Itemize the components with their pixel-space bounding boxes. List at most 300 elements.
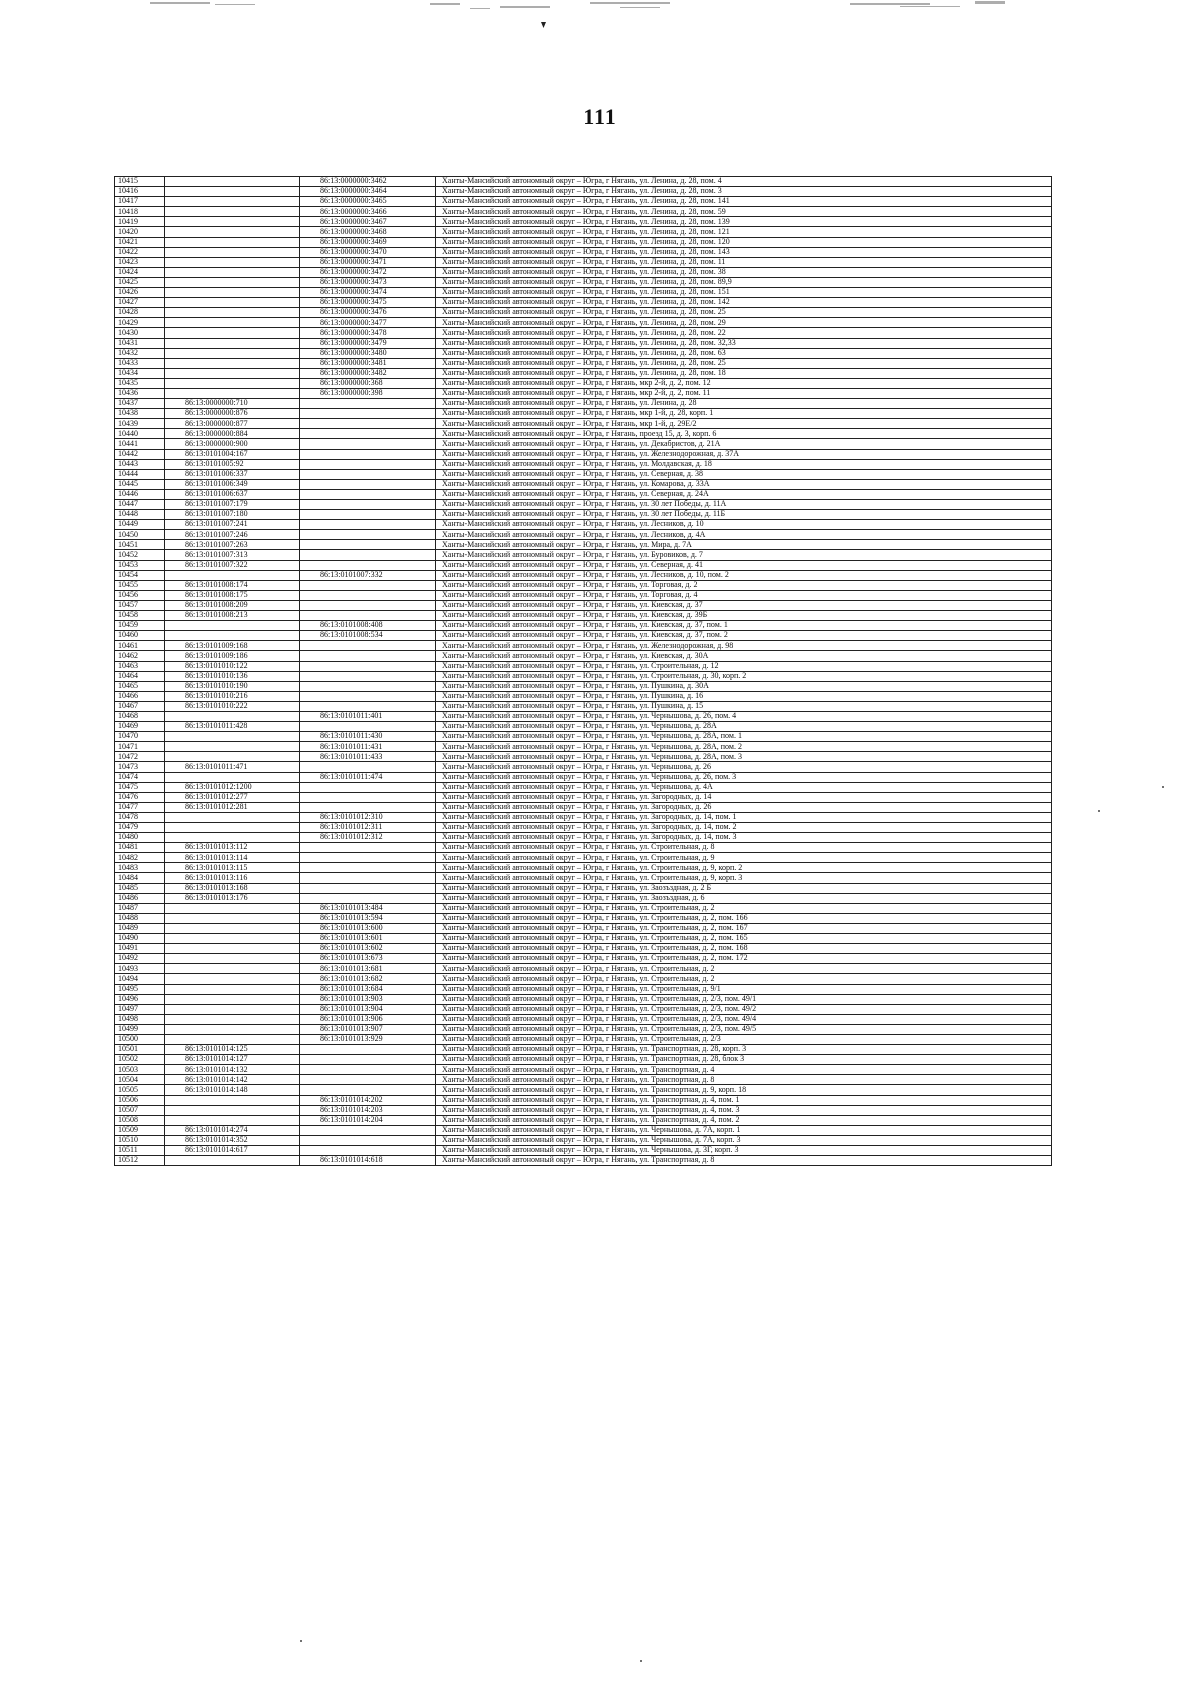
land-cadastral-number	[165, 1024, 300, 1034]
record-number: 10477	[115, 802, 165, 812]
land-cadastral-number	[165, 1156, 300, 1166]
land-cadastral-number	[165, 711, 300, 721]
address: Ханты-Мансийский автономный округ – Югра, г Нягань, ул. Пушкина, д. 16	[436, 691, 1052, 701]
premises-cadastral-number	[300, 651, 436, 661]
premises-cadastral-number	[300, 1055, 436, 1065]
premises-cadastral-number: 86:13:0000000:3479	[300, 338, 436, 348]
record-number: 10485	[115, 883, 165, 893]
page-number: 111	[583, 104, 617, 129]
land-cadastral-number	[165, 368, 300, 378]
premises-cadastral-number: 86:13:0101013:907	[300, 1024, 436, 1034]
premises-cadastral-number	[300, 792, 436, 802]
premises-cadastral-number	[300, 853, 436, 863]
premises-cadastral-number: 86:13:0000000:3471	[300, 257, 436, 267]
table-row	[115, 540, 1052, 550]
table-row	[115, 177, 1052, 187]
land-cadastral-number	[165, 994, 300, 1004]
address: Ханты-Мансийский автономный округ – Югра, г Нягань, ул. Чернышова, д. 26, пом. 4	[436, 711, 1052, 721]
table-row	[115, 661, 1052, 671]
address: Ханты-Мансийский автономный округ – Югра, г Нягань, проезд 15, д. 3, корп. 6	[436, 429, 1052, 439]
table-row	[115, 651, 1052, 661]
premises-cadastral-number	[300, 1075, 436, 1085]
address: Ханты-Мансийский автономный округ – Югра, г Нягань, ул. Транспортная, д. 4, пом. 1	[436, 1095, 1052, 1105]
address: Ханты-Мансийский автономный округ – Югра, г Нягань, мкр 1-й, д. 29Е/2	[436, 419, 1052, 429]
record-number: 10493	[115, 964, 165, 974]
premises-cadastral-number	[300, 611, 436, 621]
premises-cadastral-number: 86:13:0101013:600	[300, 923, 436, 933]
property-register-table	[114, 176, 1052, 1166]
record-number: 10458	[115, 611, 165, 621]
address: Ханты-Мансийский автономный округ – Югра, г Нягань, ул. Ленина, д. 28, пом. 89,9	[436, 277, 1052, 287]
table-row	[115, 631, 1052, 641]
address: Ханты-Мансийский автономный округ – Югра, г Нягань, ул. Загородных, д. 14, пом. 1	[436, 812, 1052, 822]
address: Ханты-Мансийский автономный округ – Югра, г Нягань, ул. Чернышова, д. 28А, пом. 3	[436, 752, 1052, 762]
premises-cadastral-number: 86:13:0101013:684	[300, 984, 436, 994]
address: Ханты-Мансийский автономный округ – Югра, г Нягань, ул. Северная, д. 24А	[436, 489, 1052, 499]
land-cadastral-number: 86:13:0101007:179	[165, 500, 300, 510]
record-number: 10430	[115, 328, 165, 338]
address: Ханты-Мансийский автономный округ – Югра, г Нягань, ул. Киевская, д. 30А	[436, 651, 1052, 661]
land-cadastral-number: 86:13:0101013:176	[165, 893, 300, 903]
land-cadastral-number	[165, 964, 300, 974]
premises-cadastral-number	[300, 1135, 436, 1145]
address: Ханты-Мансийский автономный округ – Югра, г Нягань, ул. Ленина, д. 28, пом. 151	[436, 288, 1052, 298]
address: Ханты-Мансийский автономный округ – Югра, г Нягань, ул. Торговая, д. 4	[436, 590, 1052, 600]
premises-cadastral-number	[300, 1045, 436, 1055]
address: Ханты-Мансийский автономный округ – Югра, г Нягань, ул. Пушкина, д. 30А	[436, 681, 1052, 691]
land-cadastral-number	[165, 974, 300, 984]
table-row	[115, 187, 1052, 197]
address: Ханты-Мансийский автономный округ – Югра, г Нягань, ул. Торговая, д. 2	[436, 580, 1052, 590]
table-row	[115, 368, 1052, 378]
premises-cadastral-number: 86:13:0101013:673	[300, 954, 436, 964]
address: Ханты-Мансийский автономный округ – Югра, г Нягань, ул. Строительная, д. 9, корп. 3	[436, 873, 1052, 883]
record-number: 10494	[115, 974, 165, 984]
premises-cadastral-number: 86:13:0101014:203	[300, 1105, 436, 1115]
address: Ханты-Мансийский автономный округ – Югра, г Нягань, ул. Заозъздная, д. 2 Б	[436, 883, 1052, 893]
address: Ханты-Мансийский автономный округ – Югра, г Нягань, ул. Ленина, д. 28, пом. 121	[436, 227, 1052, 237]
address: Ханты-Мансийский автономный округ – Югра, г Нягань, ул. Строительная, д. 2, пом. 166	[436, 913, 1052, 923]
address: Ханты-Мансийский автономный округ – Югра, г Нягань, ул. Транспортная, д. 28, блок 3	[436, 1055, 1052, 1065]
land-cadastral-number	[165, 207, 300, 217]
record-number: 10470	[115, 732, 165, 742]
table-row	[115, 298, 1052, 308]
address: Ханты-Мансийский автономный округ – Югра, г Нягань, ул. Лесников, д. 4А	[436, 530, 1052, 540]
record-number: 10440	[115, 429, 165, 439]
table-row	[115, 863, 1052, 873]
land-cadastral-number: 86:13:0101014:132	[165, 1065, 300, 1075]
record-number: 10446	[115, 489, 165, 499]
premises-cadastral-number	[300, 722, 436, 732]
premises-cadastral-number: 86:13:0101013:903	[300, 994, 436, 1004]
record-number: 10432	[115, 348, 165, 358]
record-number: 10495	[115, 984, 165, 994]
land-cadastral-number: 86:13:0101010:216	[165, 691, 300, 701]
address: Ханты-Мансийский автономный округ – Югра, г Нягань, ул. Ленина, д. 28, пом. 32,33	[436, 338, 1052, 348]
table-row	[115, 439, 1052, 449]
record-number: 10473	[115, 762, 165, 772]
land-cadastral-number	[165, 318, 300, 328]
address: Ханты-Мансийский автономный округ – Югра, г Нягань, ул. Киевская, д. 37	[436, 600, 1052, 610]
address: Ханты-Мансийский автономный округ – Югра, г Нягань, ул. Строительная, д. 8	[436, 843, 1052, 853]
table-row	[115, 913, 1052, 923]
record-number: 10419	[115, 217, 165, 227]
address: Ханты-Мансийский автономный округ – Югра, г Нягань, ул. Северная, д. 38	[436, 469, 1052, 479]
premises-cadastral-number: 86:13:0101013:929	[300, 1034, 436, 1044]
land-cadastral-number: 86:13:0101005:92	[165, 459, 300, 469]
address: Ханты-Мансийский автономный округ – Югра, г Нягань, ул. Молдавская, д. 18	[436, 459, 1052, 469]
address: Ханты-Мансийский автономный округ – Югра, г Нягань, ул. Киевская, д. 39Б	[436, 611, 1052, 621]
land-cadastral-number	[165, 732, 300, 742]
land-cadastral-number: 86:13:0101010:222	[165, 701, 300, 711]
table-row	[115, 510, 1052, 520]
land-cadastral-number: 86:13:0101014:617	[165, 1146, 300, 1156]
address: Ханты-Мансийский автономный округ – Югра, г Нягань, ул. Транспортная, д. 4, пом. 2	[436, 1115, 1052, 1125]
table-row	[115, 1004, 1052, 1014]
land-cadastral-number: 86:13:0101013:112	[165, 843, 300, 853]
record-number: 10499	[115, 1024, 165, 1034]
table-row	[115, 227, 1052, 237]
record-number: 10441	[115, 439, 165, 449]
record-number: 10496	[115, 994, 165, 1004]
table-row	[115, 641, 1052, 651]
address: Ханты-Мансийский автономный округ – Югра, г Нягань, ул. Строительная, д. 2	[436, 974, 1052, 984]
record-number: 10463	[115, 661, 165, 671]
table-row	[115, 681, 1052, 691]
table-row	[115, 388, 1052, 398]
premises-cadastral-number: 86:13:0101014:202	[300, 1095, 436, 1105]
record-number: 10424	[115, 267, 165, 277]
land-cadastral-number	[165, 298, 300, 308]
address: Ханты-Мансийский автономный округ – Югра, г Нягань, ул. Чернышова, д. 26, пом. 3	[436, 772, 1052, 782]
record-number: 10479	[115, 823, 165, 833]
premises-cadastral-number: 86:13:0000000:3469	[300, 237, 436, 247]
address: Ханты-Мансийский автономный округ – Югра, г Нягань, ул. Строительная, д. 2, пом. 165	[436, 934, 1052, 944]
table-row	[115, 1135, 1052, 1145]
land-cadastral-number	[165, 308, 300, 318]
table-row	[115, 358, 1052, 368]
address: Ханты-Мансийский автономный округ – Югра, г Нягань, ул. Ленина, д. 28, пом. 3	[436, 187, 1052, 197]
table-row	[115, 1024, 1052, 1034]
address: Ханты-Мансийский автономный округ – Югра, г Нягань, ул. Строительная, д. 2/3, пом. 49/2	[436, 1004, 1052, 1014]
table-row	[115, 378, 1052, 388]
premises-cadastral-number	[300, 399, 436, 409]
premises-cadastral-number: 86:13:0000000:3476	[300, 308, 436, 318]
land-cadastral-number: 86:13:0101009:168	[165, 641, 300, 651]
table-row	[115, 873, 1052, 883]
table-row	[115, 903, 1052, 913]
land-cadastral-number: 86:13:0101010:136	[165, 671, 300, 681]
address: Ханты-Мансийский автономный округ – Югра, г Нягань, ул. Загородных, д. 14	[436, 792, 1052, 802]
record-number: 10442	[115, 449, 165, 459]
premises-cadastral-number: 86:13:0000000:3481	[300, 358, 436, 368]
land-cadastral-number	[165, 247, 300, 257]
premises-cadastral-number	[300, 641, 436, 651]
record-number: 10418	[115, 207, 165, 217]
table-row	[115, 772, 1052, 782]
record-number: 10434	[115, 368, 165, 378]
record-number: 10431	[115, 338, 165, 348]
address: Ханты-Мансийский автономный округ – Югра, г Нягань, ул. Строительная, д. 2	[436, 903, 1052, 913]
premises-cadastral-number	[300, 843, 436, 853]
table-row	[115, 742, 1052, 752]
premises-cadastral-number: 86:13:0101012:311	[300, 823, 436, 833]
record-number: 10509	[115, 1125, 165, 1135]
table-row	[115, 722, 1052, 732]
land-cadastral-number: 86:13:0101009:186	[165, 651, 300, 661]
table-row	[115, 1075, 1052, 1085]
land-cadastral-number: 86:13:0101011:428	[165, 722, 300, 732]
record-number: 10459	[115, 621, 165, 631]
record-number: 10472	[115, 752, 165, 762]
land-cadastral-number	[165, 338, 300, 348]
premises-cadastral-number: 86:13:0101011:474	[300, 772, 436, 782]
land-cadastral-number	[165, 772, 300, 782]
land-cadastral-number	[165, 217, 300, 227]
record-number: 10465	[115, 681, 165, 691]
record-number: 10467	[115, 701, 165, 711]
address: Ханты-Мансийский автономный округ – Югра, г Нягань, ул. Буровиков, д. 7	[436, 550, 1052, 560]
premises-cadastral-number: 86:13:0101011:433	[300, 752, 436, 762]
premises-cadastral-number	[300, 449, 436, 459]
address: Ханты-Мансийский автономный округ – Югра, г Нягань, ул. Транспортная, д. 8	[436, 1156, 1052, 1166]
record-number: 10456	[115, 590, 165, 600]
table-row	[115, 934, 1052, 944]
table-row	[115, 429, 1052, 439]
table-row	[115, 984, 1052, 994]
address: Ханты-Мансийский автономный округ – Югра, г Нягань, ул. Ленина, д. 28, пом. 59	[436, 207, 1052, 217]
record-number: 10484	[115, 873, 165, 883]
record-number: 10438	[115, 409, 165, 419]
table-row	[115, 1065, 1052, 1075]
address: Ханты-Мансийский автономный округ – Югра, г Нягань, ул. Чернышова, д. 7А, корп. 1	[436, 1125, 1052, 1135]
record-number: 10469	[115, 722, 165, 732]
address: Ханты-Мансийский автономный округ – Югра, г Нягань, ул. Пушкина, д. 15	[436, 701, 1052, 711]
land-cadastral-number	[165, 267, 300, 277]
address: Ханты-Мансийский автономный округ – Югра, г Нягань, мкр 2-й, д. 2, пом. 12	[436, 378, 1052, 388]
table-row	[115, 1085, 1052, 1095]
land-cadastral-number	[165, 984, 300, 994]
land-cadastral-number	[165, 227, 300, 237]
record-number: 10475	[115, 782, 165, 792]
record-number: 10421	[115, 237, 165, 247]
premises-cadastral-number: 86:13:0101011:430	[300, 732, 436, 742]
land-cadastral-number	[165, 1034, 300, 1044]
address: Ханты-Мансийский автономный округ – Югра, г Нягань, ул. Строительная, д. 2, пом. 168	[436, 944, 1052, 954]
land-cadastral-number: 86:13:0101013:168	[165, 883, 300, 893]
record-number: 10480	[115, 833, 165, 843]
premises-cadastral-number	[300, 520, 436, 530]
premises-cadastral-number	[300, 540, 436, 550]
record-number: 10457	[115, 600, 165, 610]
premises-cadastral-number: 86:13:0101012:310	[300, 812, 436, 822]
table-row	[115, 792, 1052, 802]
land-cadastral-number	[165, 1115, 300, 1125]
land-cadastral-number: 86:13:0000000:877	[165, 419, 300, 429]
premises-cadastral-number: 86:13:0101013:906	[300, 1014, 436, 1024]
table-row	[115, 348, 1052, 358]
premises-cadastral-number	[300, 681, 436, 691]
record-number: 10474	[115, 772, 165, 782]
premises-cadastral-number	[300, 762, 436, 772]
land-cadastral-number: 86:13:0101008:209	[165, 600, 300, 610]
table-row	[115, 691, 1052, 701]
land-cadastral-number	[165, 348, 300, 358]
table-row	[115, 812, 1052, 822]
land-cadastral-number: 86:13:0101010:190	[165, 681, 300, 691]
table-row	[115, 1055, 1052, 1065]
record-number: 10486	[115, 893, 165, 903]
address: Ханты-Мансийский автономный округ – Югра, г Нягань, ул. Строительная, д. 2	[436, 964, 1052, 974]
table-row	[115, 1095, 1052, 1105]
record-number: 10453	[115, 560, 165, 570]
land-cadastral-number	[165, 823, 300, 833]
address: Ханты-Мансийский автономный округ – Югра, г Нягань, ул. Строительная, д. 2/3	[436, 1034, 1052, 1044]
record-number: 10439	[115, 419, 165, 429]
premises-cadastral-number: 86:13:0000000:368	[300, 378, 436, 388]
address: Ханты-Мансийский автономный округ – Югра, г Нягань, ул. 30 лет Победы, д. 11А	[436, 500, 1052, 510]
table-row	[115, 479, 1052, 489]
address: Ханты-Мансийский автономный округ – Югра, г Нягань, ул. Ленина, д. 28, пом. 38	[436, 267, 1052, 277]
record-number: 10448	[115, 510, 165, 520]
table-row	[115, 1014, 1052, 1024]
record-number: 10498	[115, 1014, 165, 1024]
address: Ханты-Мансийский автономный округ – Югра, г Нягань, ул. Ленина, д. 28, пом. 22	[436, 328, 1052, 338]
record-number: 10476	[115, 792, 165, 802]
premises-cadastral-number: 86:13:0101013:484	[300, 903, 436, 913]
record-number: 10490	[115, 934, 165, 944]
premises-cadastral-number	[300, 661, 436, 671]
record-number: 10464	[115, 671, 165, 681]
premises-cadastral-number	[300, 500, 436, 510]
address: Ханты-Мансийский автономный округ – Югра, г Нягань, ул. Транспортная, д. 28, корп. 3	[436, 1045, 1052, 1055]
land-cadastral-number	[165, 944, 300, 954]
address: Ханты-Мансийский автономный округ – Югра, г Нягань, ул. Ленина, д. 28, пом. 18	[436, 368, 1052, 378]
record-number: 10488	[115, 913, 165, 923]
record-number: 10455	[115, 580, 165, 590]
land-cadastral-number	[165, 913, 300, 923]
record-number: 10443	[115, 459, 165, 469]
address: Ханты-Мансийский автономный округ – Югра, г Нягань, ул. Загородных, д. 26	[436, 802, 1052, 812]
table-row	[115, 974, 1052, 984]
address: Ханты-Мансийский автономный округ – Югра, г Нягань, ул. Заозъздная, д. 6	[436, 893, 1052, 903]
table-row	[115, 752, 1052, 762]
record-number: 10427	[115, 298, 165, 308]
record-number: 10447	[115, 500, 165, 510]
table-row	[115, 500, 1052, 510]
address: Ханты-Мансийский автономный округ – Югра, г Нягань, ул. Ленина, д. 28, пом. 139	[436, 217, 1052, 227]
premises-cadastral-number: 86:13:0101013:904	[300, 1004, 436, 1014]
record-number: 10497	[115, 1004, 165, 1014]
record-number: 10492	[115, 954, 165, 964]
premises-cadastral-number: 86:13:0101011:431	[300, 742, 436, 752]
premises-cadastral-number: 86:13:0101007:332	[300, 570, 436, 580]
land-cadastral-number: 86:13:0000000:876	[165, 409, 300, 419]
table-row	[115, 994, 1052, 1004]
premises-cadastral-number: 86:13:0000000:3475	[300, 298, 436, 308]
land-cadastral-number	[165, 1014, 300, 1024]
premises-cadastral-number	[300, 671, 436, 681]
premises-cadastral-number	[300, 873, 436, 883]
land-cadastral-number: 86:13:0101014:274	[165, 1125, 300, 1135]
table-row	[115, 217, 1052, 227]
address: Ханты-Мансийский автономный округ – Югра, г Нягань, ул. Ленина, д. 28, пом. 63	[436, 348, 1052, 358]
table-row	[115, 954, 1052, 964]
premises-cadastral-number: 86:13:0000000:3464	[300, 187, 436, 197]
premises-cadastral-number	[300, 419, 436, 429]
record-number: 10460	[115, 631, 165, 641]
premises-cadastral-number: 86:13:0000000:3470	[300, 247, 436, 257]
address: Ханты-Мансийский автономный округ – Югра, г Нягань, ул. Чернышова, д. 3Г, корп. 3	[436, 1146, 1052, 1156]
address: Ханты-Мансийский автономный округ – Югра, г Нягань, ул. Ленина, д. 28, пом. 29	[436, 318, 1052, 328]
land-cadastral-number: 86:13:0101006:637	[165, 489, 300, 499]
land-cadastral-number: 86:13:0101012:281	[165, 802, 300, 812]
address: Ханты-Мансийский автономный округ – Югра, г Нягань, ул. Строительная, д. 2/3, пом. 49/5	[436, 1024, 1052, 1034]
premises-cadastral-number	[300, 893, 436, 903]
table-row	[115, 1115, 1052, 1125]
address: Ханты-Мансийский автономный округ – Югра, г Нягань, ул. Транспортная, д. 9, корп. 18	[436, 1085, 1052, 1095]
table-row	[115, 802, 1052, 812]
record-number: 10423	[115, 257, 165, 267]
record-number: 10416	[115, 187, 165, 197]
address: Ханты-Мансийский автономный округ – Югра, г Нягань, ул. Загородных, д. 14, пом. 2	[436, 823, 1052, 833]
land-cadastral-number	[165, 833, 300, 843]
table-row	[115, 883, 1052, 893]
land-cadastral-number: 86:13:0101007:246	[165, 530, 300, 540]
land-cadastral-number	[165, 1004, 300, 1014]
table-row	[115, 520, 1052, 530]
table-row	[115, 469, 1052, 479]
land-cadastral-number	[165, 277, 300, 287]
premises-cadastral-number	[300, 1146, 436, 1156]
record-number: 10428	[115, 308, 165, 318]
record-number: 10429	[115, 318, 165, 328]
land-cadastral-number	[165, 954, 300, 964]
table-row	[115, 207, 1052, 217]
premises-cadastral-number: 86:13:0000000:3468	[300, 227, 436, 237]
land-cadastral-number: 86:13:0000000:884	[165, 429, 300, 439]
address: Ханты-Мансийский автономный округ – Югра, г Нягань, ул. Железнодорожная, д. 37А	[436, 449, 1052, 459]
premises-cadastral-number: 86:13:0000000:3482	[300, 368, 436, 378]
address: Ханты-Мансийский автономный округ – Югра, г Нягань, ул. Транспортная, д. 4, пом. 3	[436, 1105, 1052, 1115]
premises-cadastral-number	[300, 409, 436, 419]
land-cadastral-number: 86:13:0101008:175	[165, 590, 300, 600]
address: Ханты-Мансийский автономный округ – Югра, г Нягань, ул. Лесников, д. 10	[436, 520, 1052, 530]
table-row	[115, 570, 1052, 580]
table-row	[115, 530, 1052, 540]
table-row	[115, 1045, 1052, 1055]
premises-cadastral-number: 86:13:0000000:3474	[300, 288, 436, 298]
record-number: 10445	[115, 479, 165, 489]
premises-cadastral-number: 86:13:0000000:3462	[300, 177, 436, 187]
record-number: 10510	[115, 1135, 165, 1145]
premises-cadastral-number: 86:13:0101008:534	[300, 631, 436, 641]
address: Ханты-Мансийский автономный округ – Югра, г Нягань, ул. Транспортная, д. 8	[436, 1075, 1052, 1085]
premises-cadastral-number: 86:13:0101014:204	[300, 1115, 436, 1125]
record-number: 10454	[115, 570, 165, 580]
premises-cadastral-number: 86:13:0000000:3473	[300, 277, 436, 287]
address: Ханты-Мансийский автономный округ – Югра, г Нягань, ул. Транспортная, д. 4	[436, 1065, 1052, 1075]
premises-cadastral-number: 86:13:0101013:602	[300, 944, 436, 954]
premises-cadastral-number: 86:13:0000000:3467	[300, 217, 436, 227]
land-cadastral-number: 86:13:0000000:900	[165, 439, 300, 449]
table-row	[115, 338, 1052, 348]
premises-cadastral-number: 86:13:0000000:3472	[300, 267, 436, 277]
land-cadastral-number: 86:13:0101014:142	[165, 1075, 300, 1085]
address: Ханты-Мансийский автономный округ – Югра, г Нягань, ул. Ленина, д. 28, пом. 25	[436, 358, 1052, 368]
address: Ханты-Мансийский автономный округ – Югра, г Нягань, ул. Чернышова, д. 28А, пом. 2	[436, 742, 1052, 752]
record-number: 10436	[115, 388, 165, 398]
